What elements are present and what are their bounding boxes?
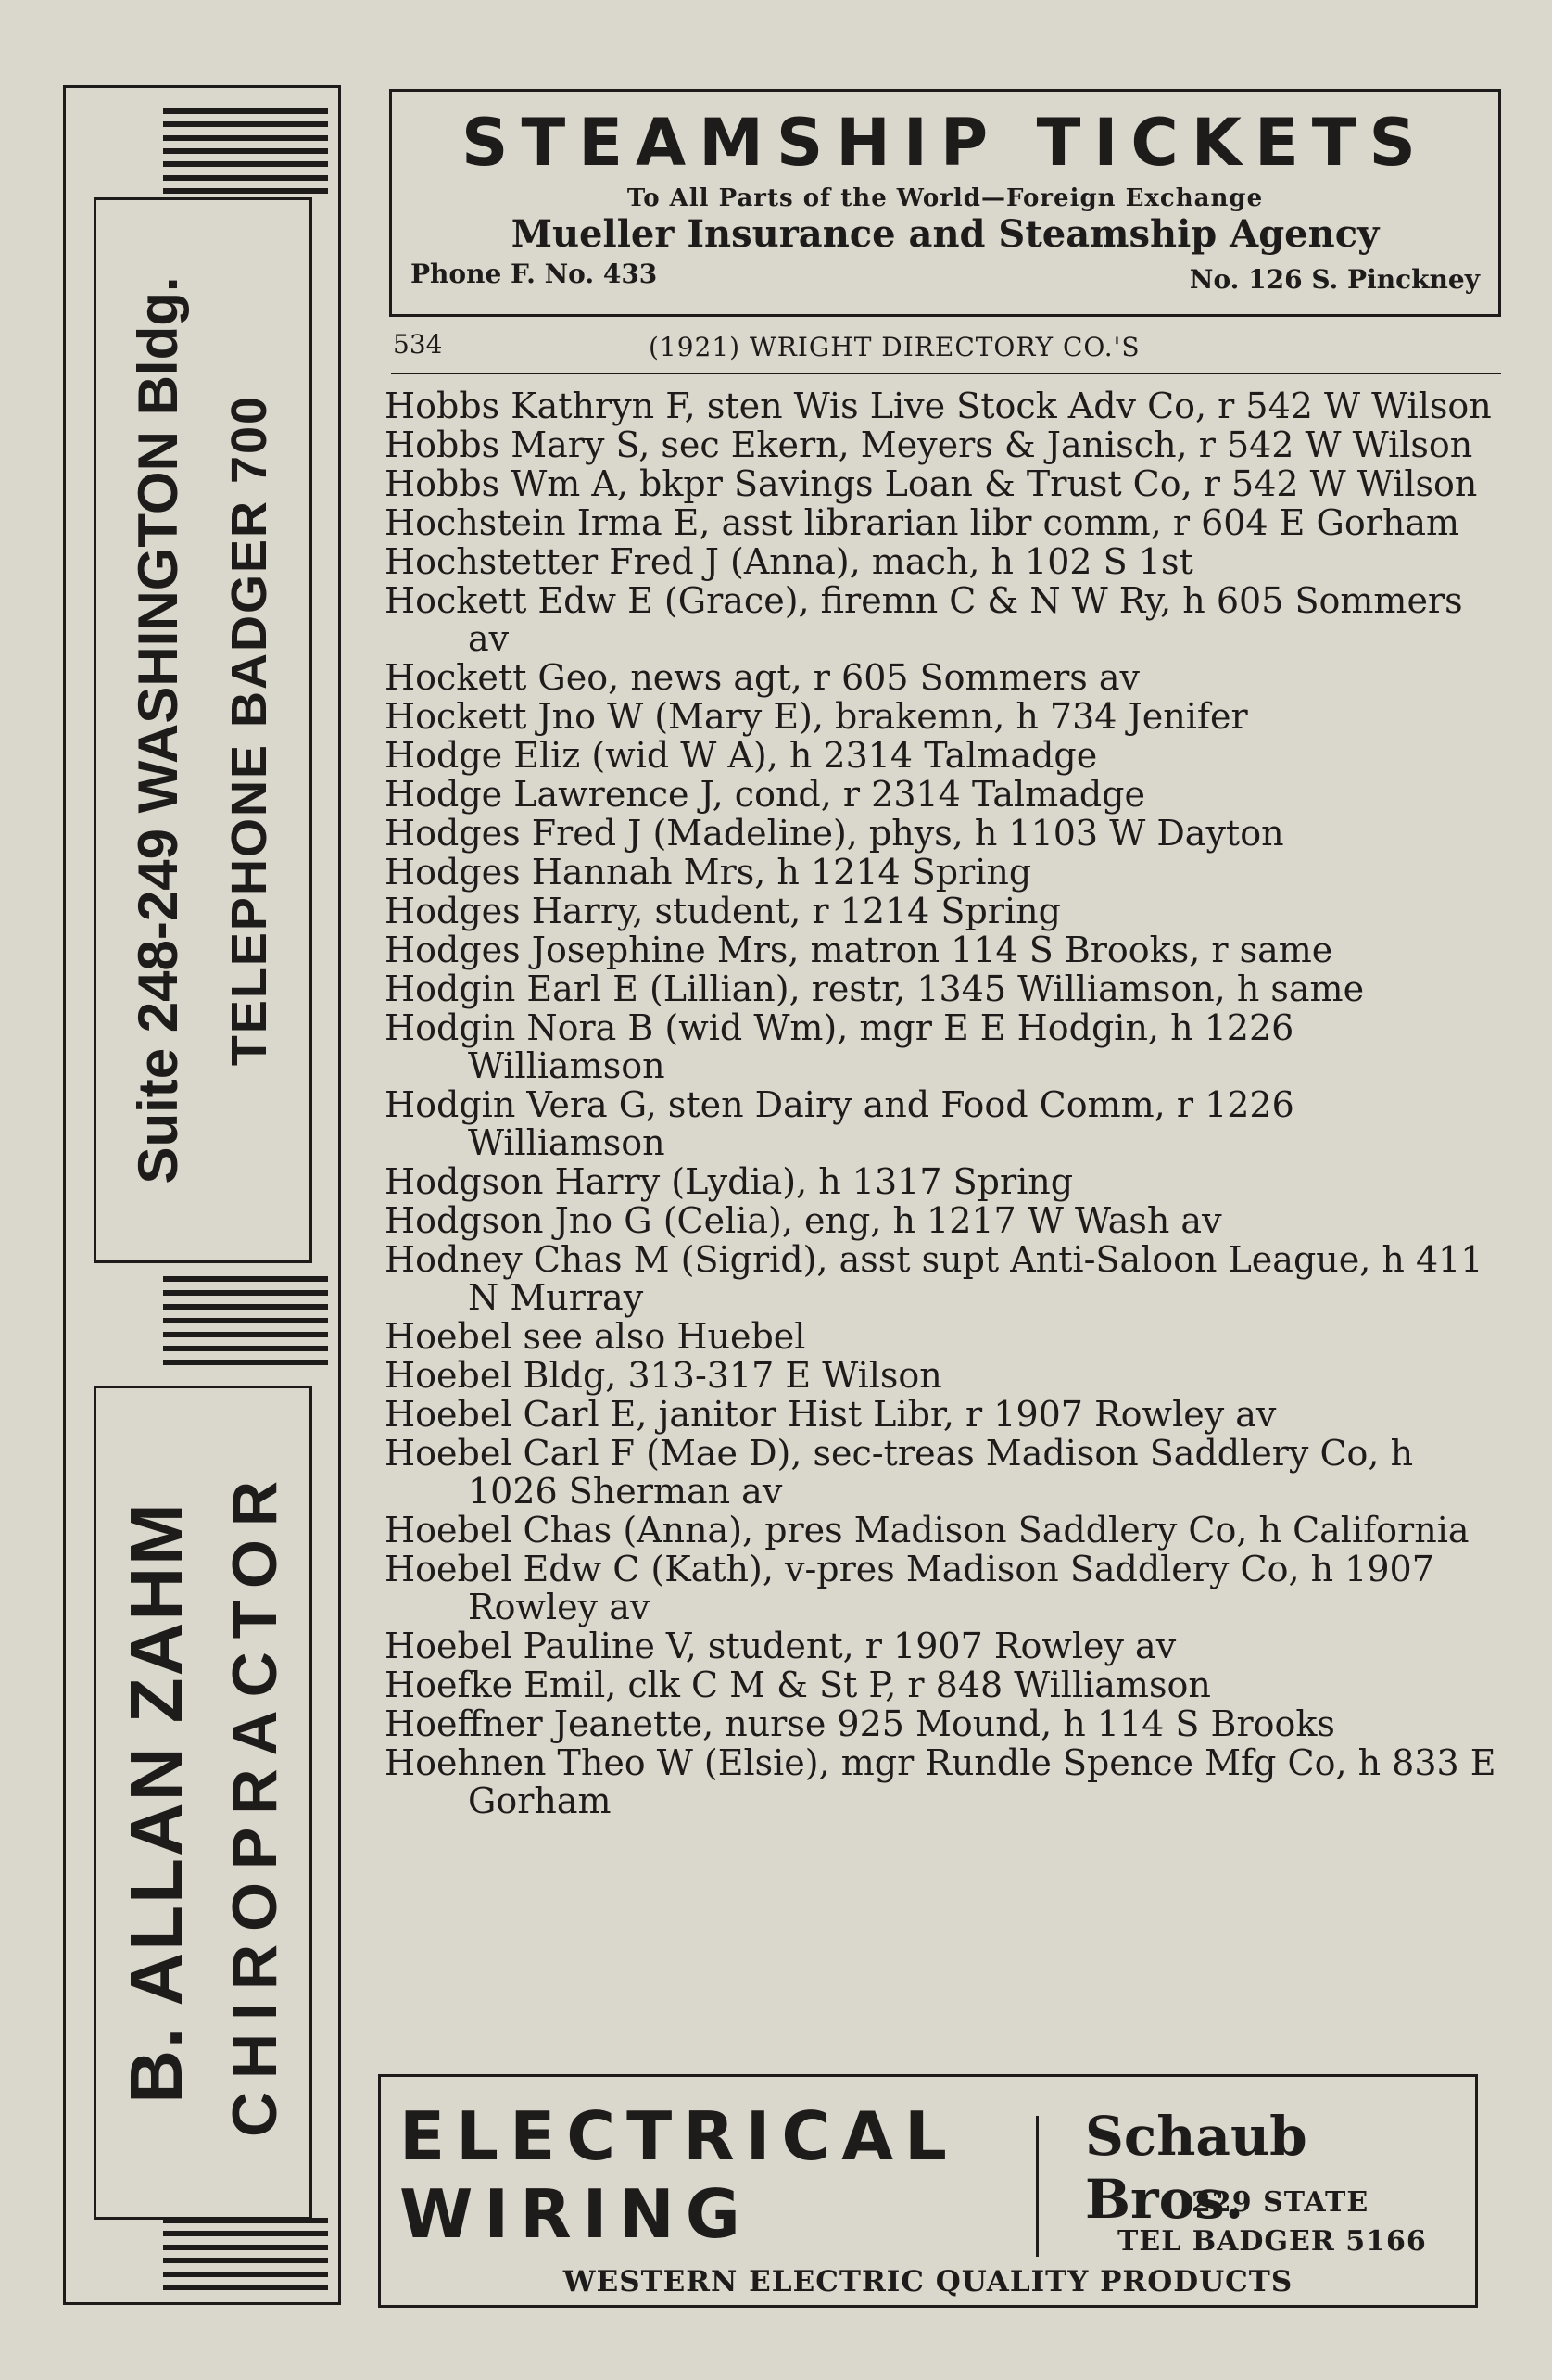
washington-bldg-box — [94, 197, 312, 1263]
list-item: Hoehnen Theo W (Elsie), mgr Rundle Spence Mfg Co, h 833 E Gorham — [385, 1742, 1496, 1821]
list-item: Hodney Chas M (Sigrid), asst supt Anti-Saloon League, h 411 N Murray — [385, 1239, 1483, 1318]
electrical-line: ELECTRICAL — [399, 2097, 958, 2175]
list-item: Hodgson Harry (Lydia), h 1317 Spring — [385, 1161, 1074, 1202]
list-item: Hodge Lawrence J, cond, r 2314 Talmadge — [385, 774, 1145, 815]
list-item: Hoebel Carl F (Mae D), sec-treas Madison Saddlery Co, h 1026 Sherman av — [385, 1433, 1414, 1512]
header-rule — [391, 373, 1501, 374]
wiring-line: WIRING — [399, 2175, 751, 2253]
chiropractor-box — [94, 1386, 312, 2220]
list-item: Hodges Harry, student, r 1214 Spring — [385, 891, 1061, 931]
company-phone: TEL BADGER 5166 — [1117, 2225, 1427, 2258]
list-item: Hobbs Wm A, bkpr Savings Loan & Trust Co, r 542 W Wilson — [385, 463, 1478, 504]
list-item: Hoebel Carl E, janitor Hist Libr, r 1907 Rowley av — [385, 1394, 1277, 1435]
side-advertisement — [63, 85, 341, 2305]
list-item: Hockett Jno W (Mary E), brakemn, h 734 Jenifer — [385, 696, 1248, 737]
list-item: Hodge Eliz (wid W A), h 2314 Talmadge — [385, 735, 1098, 776]
list-item: Hodgin Nora B (wid Wm), mgr E E Hodgin, h 1226 Williamson — [385, 1007, 1294, 1086]
steamship-subtitle: To All Parts of the World—Foreign Exchange — [626, 184, 1264, 212]
list-item: Hodgin Vera G, sten Dairy and Food Comm, r 1226 Williamson — [385, 1084, 1294, 1163]
suite-address-text: Suite 248-249 WASHINGTON Bldg. — [127, 276, 189, 1184]
list-item: Hodgson Jno G (Celia), eng, h 1217 W Wash av — [385, 1200, 1222, 1241]
list-item: Hodges Josephine Mrs, matron 114 S Brooks, r same — [385, 930, 1333, 970]
list-item: Hoebel see also Huebel — [385, 1316, 806, 1357]
list-item: Hodgin Earl E (Lillian), restr, 1345 Williamson, h same — [385, 968, 1365, 1009]
list-item: Hoebel Pauline V, student, r 1907 Rowley av — [385, 1626, 1177, 1666]
decorative-bars-bottom — [163, 2218, 328, 2290]
list-item: Hochstetter Fred J (Anna), mach, h 102 S 1st — [385, 541, 1193, 582]
decorative-bars-top — [163, 108, 328, 194]
list-item: Hoebel Edw C (Kath), v-pres Madison Saddlery Co, h 1907 Rowley av — [385, 1549, 1434, 1627]
steamship-title: STEAMSHIP TICKETS — [461, 105, 1429, 181]
decorative-bars-middle — [163, 1276, 328, 1365]
list-item: Hoebel Chas (Anna), pres Madison Saddlery Co, h California — [385, 1510, 1470, 1551]
page-number: 534 — [393, 329, 443, 360]
chiropractor-label: CHIROPRACTOR — [220, 1467, 290, 2138]
chiropractor-name: B. ALLAN ZAHM — [115, 1501, 197, 2104]
list-item: Hodges Hannah Mrs, h 1214 Spring — [385, 852, 1032, 892]
company-name: Schaub Bros. — [1085, 2105, 1307, 2231]
list-item: Hobbs Kathryn F, sten Wis Live Stock Adv Co, r 542 W Wilson — [385, 386, 1492, 426]
ad-divider — [1036, 2116, 1039, 2257]
electrical-advertisement — [378, 2074, 1478, 2308]
agency-address: No. 126 S. Pinckney — [1189, 264, 1480, 295]
list-item: Hochstein Irma E, asst librarian libr comm, r 604 E Gorham — [385, 502, 1460, 543]
electrical-heading — [399, 2097, 958, 2253]
list-item: Hodges Fred J (Madeline), phys, h 1103 W Dayton — [385, 813, 1284, 854]
running-head: (1921) WRIGHT DIRECTORY CO.'S — [649, 332, 1141, 362]
agency-name: Mueller Insurance and Steamship Agency — [511, 212, 1380, 256]
list-item: Hobbs Mary S, sec Ekern, Meyers & Janisch, r 542 W Wilson — [385, 424, 1473, 465]
agency-phone: Phone F. No. 433 — [410, 259, 658, 289]
list-item: Hoebel Bldg, 313-317 E Wilson — [385, 1355, 942, 1396]
steamship-advertisement — [389, 89, 1501, 317]
list-item: Hockett Geo, news agt, r 605 Sommers av — [385, 657, 1140, 698]
company-address: 229 STATE — [1192, 2186, 1369, 2219]
telephone-text: TELEPHONE BADGER 700 — [221, 394, 277, 1067]
directory-listings — [385, 387, 1501, 1821]
ad-footer: WESTERN ELECTRIC QUALITY PRODUCTS — [562, 2265, 1293, 2298]
list-item: Hoeffner Jeanette, nurse 925 Mound, h 114 S Brooks — [385, 1703, 1335, 1744]
list-item: Hoefke Emil, clk C M & St P, r 848 Williamson — [385, 1665, 1211, 1705]
list-item: Hockett Edw E (Grace), firemn C & N W Ry, h 605 Sommers av — [385, 580, 1463, 659]
